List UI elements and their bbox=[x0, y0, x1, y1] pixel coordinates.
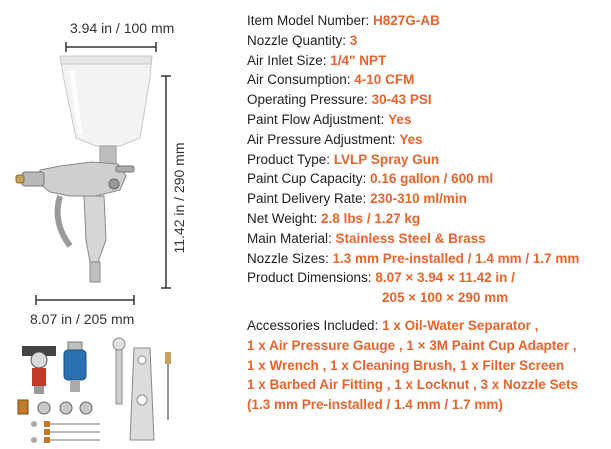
paint-cup bbox=[60, 56, 152, 164]
width-dimension-label: 3.94 in / 100 mm bbox=[70, 20, 175, 36]
filter-screen-and-needles bbox=[31, 421, 100, 443]
accessories-included bbox=[247, 316, 609, 415]
spec-product-type: Product Type: LVLP Spray Gun bbox=[247, 151, 440, 167]
air-pressure-gauge bbox=[64, 342, 86, 392]
accessories-line: 1 x Air Pressure Gauge , 1 × 3M Paint Cup Adapter , bbox=[247, 337, 577, 353]
height-dimension-line bbox=[161, 76, 171, 288]
spec-nozzle-sizes: Nozzle Sizes: 1.3 mm Pre-installed / 1.4 mm / 1.7 mm bbox=[247, 250, 580, 266]
barbed-air-fitting bbox=[18, 400, 28, 414]
spec-paint-delivery-rate: Paint Delivery Rate: 230-310 ml/min bbox=[247, 191, 467, 207]
paint-cup-adapter bbox=[130, 348, 154, 440]
spec-model-number: Item Model Number: H827G-AB bbox=[247, 13, 440, 28]
width-dimension-line bbox=[66, 42, 156, 52]
spec-net-weight: Net Weight: 2.8 lbs / 1.27 kg bbox=[247, 210, 421, 226]
specification-list bbox=[247, 11, 607, 308]
spec-product-dimensions-metric: 205 × 100 × 290 mm bbox=[382, 290, 509, 306]
nozzle-sets bbox=[38, 402, 92, 414]
accessories-line: Accessories Included: 1 x Oil-Water Separator , bbox=[247, 318, 539, 333]
accessories-line: 1 x Wrench , 1 x Cleaning Brush, 1 x Filter Screen bbox=[247, 357, 565, 373]
spec-air-pressure-adjustment: Air Pressure Adjustment: Yes bbox=[247, 131, 423, 147]
depth-dimension-label: 8.07 in / 205 mm bbox=[30, 311, 135, 327]
spec-product-dimensions: Product Dimensions: 8.07 × 3.94 × 11.42 in / bbox=[247, 270, 515, 286]
spec-air-consumption: Air Consumption: 4-10 CFM bbox=[247, 72, 415, 88]
height-dimension-label: 11.42 in / 290 mm bbox=[171, 142, 187, 254]
cleaning-brush bbox=[165, 352, 171, 420]
spray-gun-illustration bbox=[0, 0, 240, 449]
gun-body bbox=[16, 162, 134, 282]
oil-water-separator bbox=[22, 346, 56, 394]
wrench bbox=[113, 338, 125, 404]
spec-operating-pressure: Operating Pressure: 30-43 PSI bbox=[247, 92, 432, 108]
accessories-line: 1 x Barbed Air Fitting , 1 x Locknut , 3 x Nozzle Sets bbox=[247, 377, 579, 393]
spec-paint-flow-adjustment: Paint Flow Adjustment: Yes bbox=[247, 111, 412, 127]
spec-air-inlet-size: Air Inlet Size: 1/4" NPT bbox=[247, 52, 387, 68]
accessories-line: (1.3 mm Pre-installed / 1.4 mm / 1.7 mm) bbox=[247, 397, 503, 413]
product-image-panel bbox=[0, 0, 240, 449]
spec-main-material: Main Material: Stainless Steel & Brass bbox=[247, 230, 486, 246]
spec-paint-cup-capacity: Paint Cup Capacity: 0.16 gallon / 600 ml bbox=[247, 171, 494, 187]
spec-nozzle-quantity: Nozzle Quantity: 3 bbox=[247, 32, 358, 48]
depth-dimension-line bbox=[36, 295, 134, 305]
